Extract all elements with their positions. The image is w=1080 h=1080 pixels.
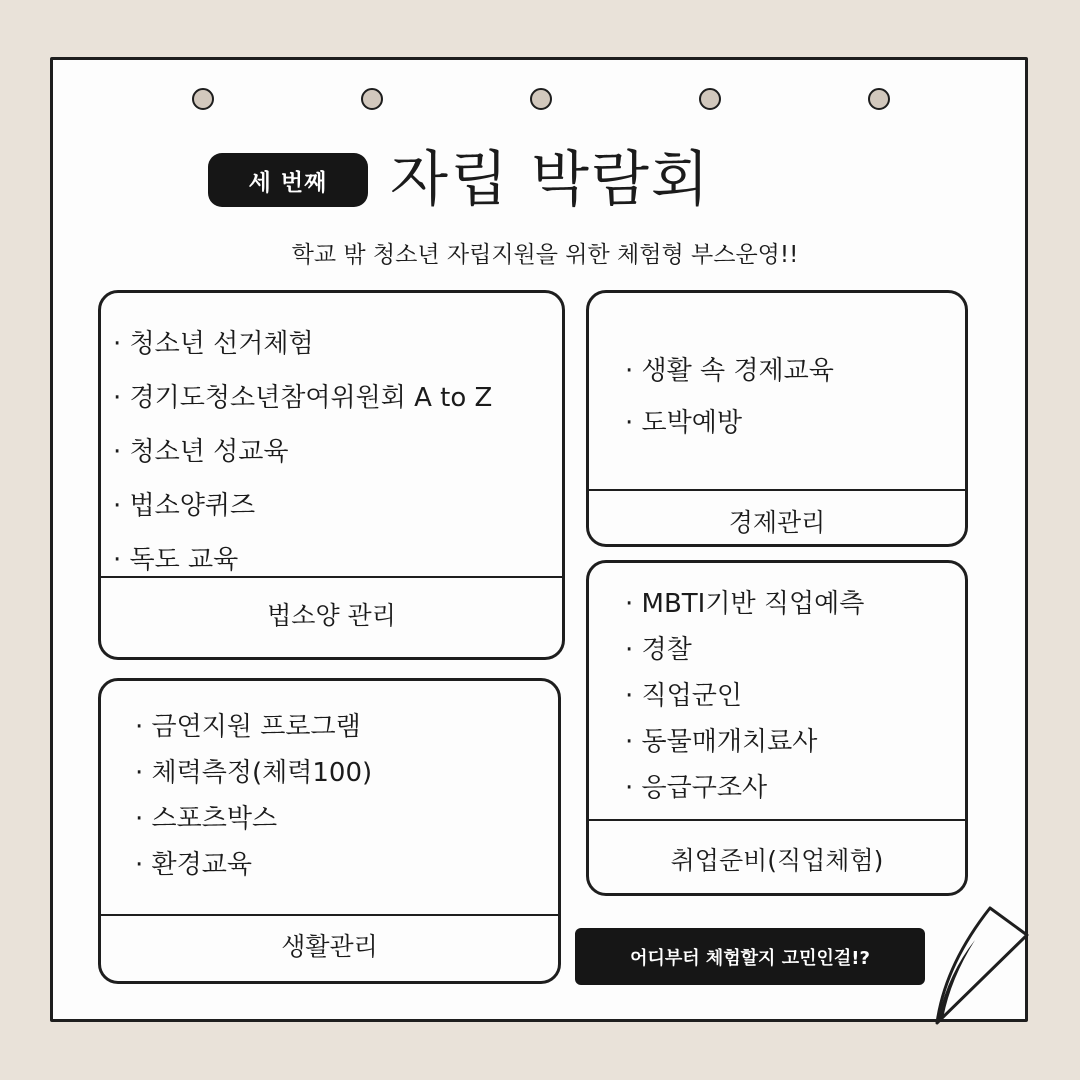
career-item-list <box>625 581 864 811</box>
binder-hole-icon <box>699 88 721 110</box>
economy-box <box>586 290 968 547</box>
list-item: · 동물매개치료사 <box>625 719 864 765</box>
list-item: · 환경교육 <box>135 842 372 888</box>
list-item: · 생활 속 경제교육 <box>625 345 834 397</box>
life-box <box>98 678 561 984</box>
category-label: 법소양 관리 <box>267 601 396 630</box>
career-box <box>586 560 968 896</box>
divider <box>101 576 562 578</box>
list-item: · 금연지원 프로그램 <box>135 704 372 750</box>
list-item: · 경기도청소년참여위원회 A to Z <box>113 371 492 425</box>
edition-badge: 세 번째 <box>208 153 368 207</box>
list-item: · 청소년 성교육 <box>113 425 492 479</box>
life-item-list <box>135 704 372 888</box>
page-title: 자립 박람회 <box>390 145 711 215</box>
cta-banner: 어디부터 체험할지 고민인걸!? <box>575 928 925 985</box>
binder-hole-icon <box>530 88 552 110</box>
binder-hole-icon <box>361 88 383 110</box>
list-item: · 체력측정(체력100) <box>135 750 372 796</box>
law-item-list <box>113 317 492 587</box>
binder-hole-icon <box>868 88 890 110</box>
divider <box>101 914 558 916</box>
list-item: · 스포츠박스 <box>135 796 372 842</box>
binder-hole-icon <box>192 88 214 110</box>
page-subtitle: 학교 밖 청소년 자립지원을 위한 체험형 부스운영!! <box>291 242 799 268</box>
list-item: · 법소양퀴즈 <box>113 479 492 533</box>
list-item: · MBTI기반 직업예측 <box>625 581 864 627</box>
list-item: · 독도 교육 <box>113 533 492 587</box>
divider <box>589 819 965 821</box>
category-label: 생활관리 <box>281 932 378 961</box>
list-item: · 직업군인 <box>625 673 864 719</box>
category-label: 경제관리 <box>728 508 826 537</box>
page-curl-icon <box>935 905 1030 1025</box>
law-box <box>98 290 565 660</box>
divider <box>589 489 965 491</box>
list-item: · 청소년 선거체험 <box>113 317 492 371</box>
list-item: · 도박예방 <box>625 397 834 449</box>
list-item: · 경찰 <box>625 627 864 673</box>
category-label: 취업준비(직업체험) <box>670 846 884 875</box>
economy-item-list <box>625 345 834 449</box>
list-item: · 응급구조사 <box>625 765 864 811</box>
